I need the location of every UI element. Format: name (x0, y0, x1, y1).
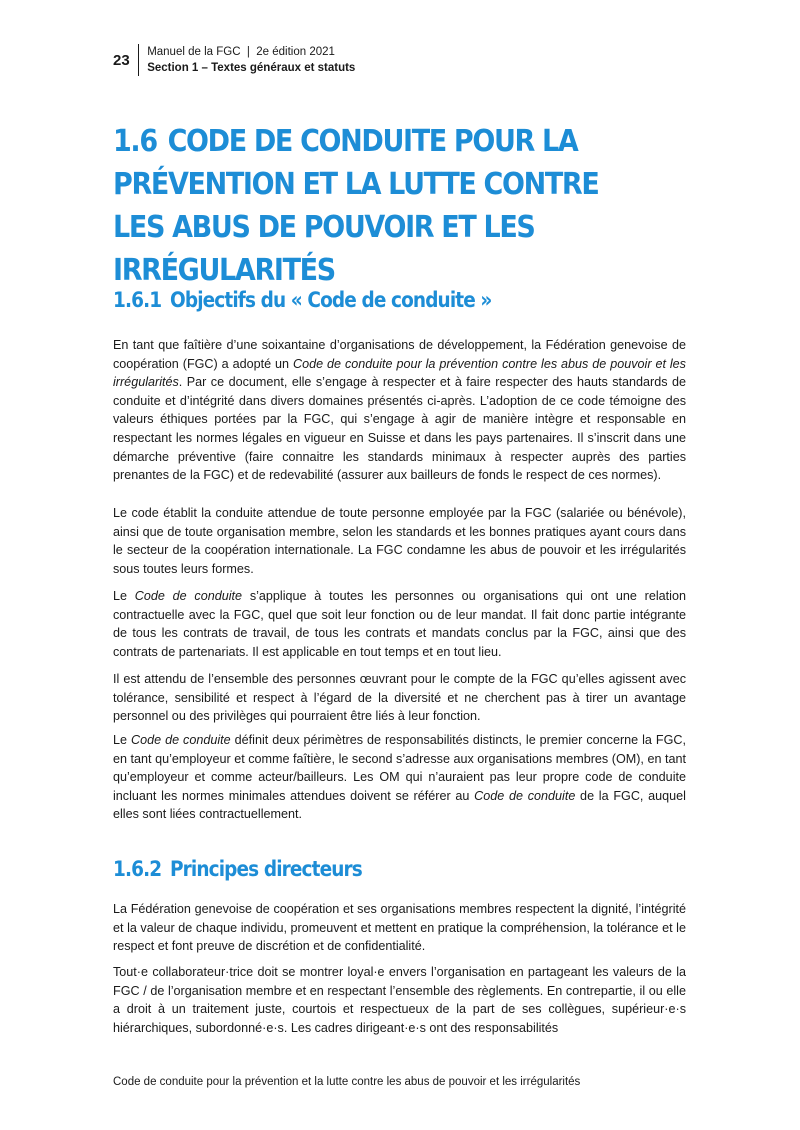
text-run: En tant que faîtière d’une soixantaine d’organisations de développement, la Fédération genevoise de coopération (FGC) a adopté un (113, 338, 686, 371)
italic-text: Code de conduite (474, 788, 576, 803)
paragraph-principes-1: La Fédération genevoise de coopération et ses organisations membres respectent la dignité, l’intégrité et la valeur de chaque individu, promeuvent et mettent en pratique la compréhension, la tolérance et le respect et font preuve de discrétion et de confidentialité. (113, 902, 686, 954)
header-section: Section 1 – Textes généraux et statuts (147, 62, 356, 74)
subsection-title-text: Objectifs du « Code de conduite » (170, 288, 492, 312)
subsection-number: 1.6.1 (113, 288, 162, 312)
header-manual-edition: Manuel de la FGC | 2e édition 2021 (147, 46, 335, 58)
section-title-text: CODE DE CONDUITE POUR LA PRÉVENTION ET LA LUTTE CONTRE LES ABUS DE POUVOIR ET LES IRRÉGULARITÉS (113, 124, 599, 288)
text-run: définit deux périmètres de responsabilités distincts, le premier concerne la FGC, en tant qu’employeur et comme faîtière, le second s’adresse aux organisations membres (OM), en tant qu’employeur et comme acteur/bailleurs. Les OM qui n’auraient pas leur propre code de conduite incluant les normes minimales attendues doivent se référer au (113, 733, 686, 803)
paragraph-objectifs-3 (113, 587, 686, 661)
text-run: Le (113, 733, 131, 747)
subsection-title-text: Principes directeurs (170, 857, 362, 881)
header-divider (138, 44, 140, 76)
section-number: 1.6 (113, 124, 157, 159)
text-run: s’applique à toutes les personnes ou organisations qui ont une relation contractuelle avec la FGC, quel que soit leur fonction ou de leur mandat. Il fait donc partie intégrante de tous les contrats de travail, de tous les contrats et mandats conclus par la FGC, ainsi que des contrats de partenariats. Il est applicable en tout temps et en tout lieu. (113, 589, 686, 659)
text-run: Le (113, 589, 135, 603)
paragraph-objectifs-2: Le code établit la conduite attendue de toute personne employée par la FGC (salariée ou bénévole), ainsi que de toute organisation membre, selon les standards et les bonnes pratiques ayant cours dans le secteur de la coopération internationale. La FGC condamne les abus de pouvoir et les irrégularités sous toutes leurs formes. (113, 506, 686, 576)
header-text (147, 44, 355, 76)
paragraph-objectifs-1 (113, 336, 686, 485)
section-title (113, 120, 653, 292)
paragraph-principes-2: Tout·e collaborateur·trice doit se montrer loyal·e envers l’organisation en partageant les valeurs de la FGC / de l’organisation membre et en respectant l’ensemble des règlements. En contrepartie, il ou elle a droit à un traitement juste, courtois et respectueux de la part de ses collègues, supérieur·e·s hiérarchiques, subordonné·e·s. Les cadres dirigeant·e·s ont des responsabilités (113, 965, 686, 1035)
page-header (113, 44, 355, 76)
italic-text: Code de conduite (130, 733, 231, 747)
italic-text: Code de conduite pour la prévention contre les abus de pouvoir et les irrégularités (113, 356, 686, 390)
italic-text: Code de conduite (134, 589, 243, 603)
page-number: 23 (113, 51, 130, 69)
subsection-number: 1.6.2 (113, 857, 162, 881)
paragraph-objectifs-4: Il est attendu de l’ensemble des personnes œuvrant pour le compte de la FGC qu’elles agissent avec tolérance, sensibilité et respect à l’égard de la diversité et ne cherchent pas à tirer un avantage personnel ou des privilèges qui pourraient être liés à leur fonction. (113, 672, 686, 724)
text-run: de la FGC, auquel elles sont liées contractuellement. (113, 788, 686, 822)
page-footer: Code de conduite pour la prévention et la lutte contre les abus de pouvoir et les irrégularités (113, 1076, 581, 1088)
text-run: . Par ce document, elle s’engage à respecter et à faire respecter des hauts standards de conduite et d’intégrité dans divers domaines présentés ci-après. L’adoption de ce code témoigne des valeurs éthiques portées par la FGC, qui s’engage à agir de manière intègre et responsable en respectant les normes légales en vigueur en Suisse et dans les pays partenaires. Il s’inscrit dans une démarche préventive (faire connaitre les standards minimaux à respecter auprès des parties prenantes de la FGC) et de redevabilité (assurer aux bailleurs de fonds le respect de ces normes). (113, 375, 686, 483)
paragraph-objectifs-5 (113, 731, 686, 824)
subsection-title-objectifs (113, 288, 491, 312)
subsection-title-principes (113, 857, 362, 881)
